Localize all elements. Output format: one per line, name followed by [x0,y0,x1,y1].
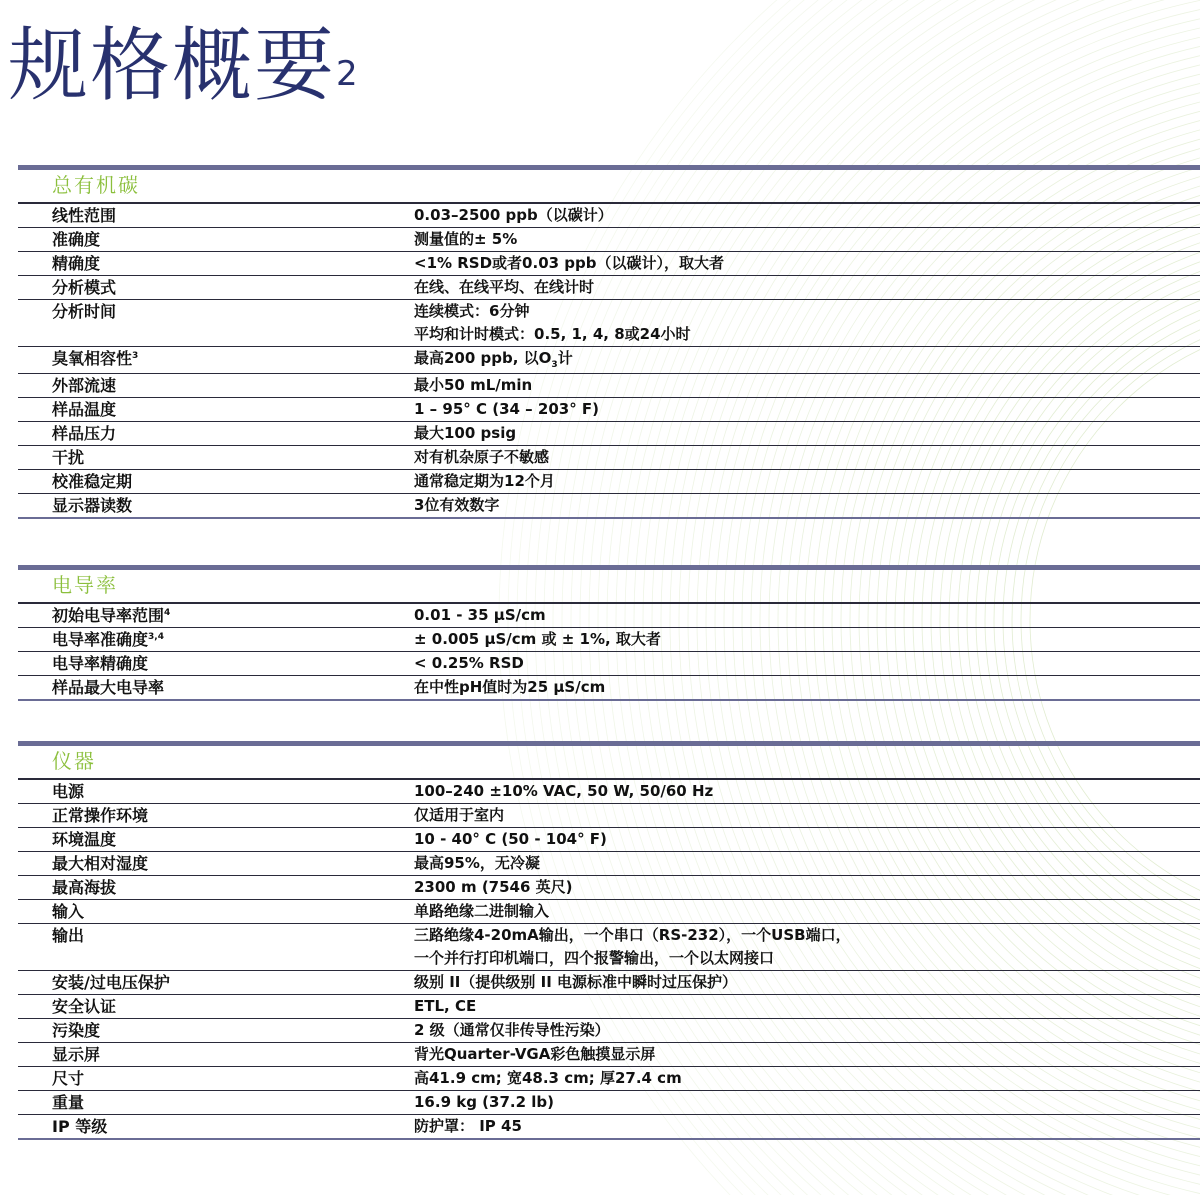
spec-row [18,924,1200,971]
spec-label [18,924,414,970]
spec-value-line: 通常稳定期为12个月 [414,472,555,490]
spec-label [18,1067,414,1090]
spec-label [18,804,414,827]
spec-label-text: 最高海拔 [52,878,117,897]
spec-rows-conductivity [18,604,1200,699]
spec-label-text: 尺寸 [52,1069,85,1088]
spec-label [18,604,414,627]
spec-value-line: 最高95%，无冷凝 [414,854,540,872]
spec-label [18,828,414,851]
page-title-footnote: 2 [336,54,358,94]
spec-row [18,422,1200,446]
spec-value [414,1091,1200,1114]
spec-value-line: <1% RSD或者0.03 ppb（以碳计），取大者 [414,254,725,272]
spec-label [18,446,414,469]
spec-label [18,204,414,227]
spec-value-line: 在中性pH值时为25 µS/cm [414,678,606,696]
spec-label [18,1043,414,1066]
spec-label [18,422,414,445]
spec-value-line: 100–240 ±10% VAC, 50 W, 50/60 Hz [414,782,714,800]
spec-row [18,604,1200,628]
footnote-marker: 4 [164,608,171,618]
footnote-marker: 3,4 [148,632,164,642]
spec-row [18,446,1200,470]
spec-row [18,300,1200,347]
spec-row [18,1067,1200,1091]
spec-label-text: 精确度 [52,254,101,273]
spec-label-text: 样品压力 [52,424,117,443]
spec-row [18,1043,1200,1067]
spec-value [414,652,1200,675]
spec-value [414,924,1200,970]
spec-value-line: 高41.9 cm; 宽48.3 cm; 厚27.4 cm [414,1069,682,1087]
spec-value-line: 1 – 95° C (34 – 203° F) [414,400,600,418]
spec-value-line: 级别 II（提供级别 II 电源标准中瞬时过压保护） [414,973,737,991]
spec-value [414,252,1200,275]
spec-value-line: ± 0.005 µS/cm 或 ± 1%, 取大者 [414,630,661,648]
spec-value [414,446,1200,469]
spec-row [18,347,1200,374]
spec-value [414,604,1200,627]
page-title-text: 规格概要 [8,19,336,112]
spec-row [18,628,1200,652]
spec-label-text: 准确度 [52,230,101,249]
spec-value-line: 最高200 ppb, 以$O_3$计 [414,349,573,370]
spec-label [18,398,414,421]
spec-value-line: 在线、在线平均、在线计时 [414,278,595,296]
spec-label-text: 显示屏 [52,1045,101,1064]
spec-value [414,276,1200,299]
spec-value-line: 最小50 mL/min [414,376,533,394]
spec-value-line: 16.9 kg (37.2 lb) [414,1093,554,1111]
spec-value [414,876,1200,899]
spec-label-text: 重量 [52,1093,85,1112]
section-title-conductivity: 电导率 [18,570,1200,604]
spec-label-text: 输出 [52,926,85,945]
spec-label-text: 外部流速 [52,376,117,395]
spec-label [18,995,414,1018]
spec-label-text: 正常操作环境 [52,806,149,825]
spec-value [414,995,1200,1018]
spec-row [18,494,1200,517]
spec-label [18,971,414,994]
spec-label-text: 安装/过电压保护 [52,973,170,992]
spec-value-line: 单路绝缘二进制输入 [414,902,550,920]
spec-label-text: 输入 [52,902,85,921]
spec-label-text: 分析模式 [52,278,117,297]
spec-row [18,900,1200,924]
spec-label [18,676,414,699]
spec-value [414,780,1200,803]
spec-value [414,676,1200,699]
spec-label-text: 分析时间 [52,302,117,321]
spec-row [18,804,1200,828]
spec-value [414,1019,1200,1042]
spec-label [18,1091,414,1114]
spec-row [18,398,1200,422]
spec-value-line: 测量值的± 5% [414,230,518,248]
spec-value-line: 3位有效数字 [414,496,500,514]
spec-value-line: 0.01 - 35 µS/cm [414,606,546,624]
spec-row [18,876,1200,900]
spec-value-line: 仅适用于室内 [414,806,505,824]
spec-value [414,494,1200,517]
spec-value-line: 背光Quarter-VGA彩色触摸显示屏 [414,1045,656,1063]
spec-value-line: 2300 m (7546 英尺) [414,878,573,896]
spec-label [18,470,414,493]
spec-value-line: 0.03–2500 ppb（以碳计） [414,206,613,224]
spec-value [414,628,1200,651]
spec-label-text: 环境温度 [52,830,117,849]
spec-label [18,300,414,346]
spec-value [414,900,1200,923]
spec-value [414,1067,1200,1090]
spec-value [414,422,1200,445]
spec-label-text: 最大相对湿度 [52,854,149,873]
spec-value-line: ETL, CE [414,997,477,1015]
spec-rows-toc [18,204,1200,517]
section-instrument [18,741,1200,1140]
spec-label-text: 污染度 [52,1021,101,1040]
spec-label-text: 样品温度 [52,400,117,419]
spec-row [18,1091,1200,1115]
spec-value [414,470,1200,493]
section-title-toc: 总有机碳 [18,170,1200,204]
spec-value-line: 2 级（通常仅非传导性污染） [414,1021,610,1039]
spec-label [18,1019,414,1042]
spec-value [414,228,1200,251]
spec-row [18,828,1200,852]
spec-label-text: 电导率精确度 [52,654,149,673]
spec-label [18,374,414,397]
section-title-instrument: 仪器 [18,746,1200,780]
spec-row [18,374,1200,398]
spec-label [18,494,414,517]
spec-value-line: 防护罩： IP 45 [414,1117,522,1135]
spec-value-line: 对有机杂原子不敏感 [414,448,550,466]
footnote-marker: 3 [132,351,139,361]
spec-row [18,276,1200,300]
spec-label [18,628,414,651]
spec-row [18,852,1200,876]
spec-value-line: 10 - 40° C (50 - 104° F) [414,830,607,848]
spec-value-line: 三路绝缘4-20mA输出，一个串口（RS-232），一个USB端口， [414,926,851,944]
spec-value [414,828,1200,851]
spec-row [18,1115,1200,1138]
spec-label-text: 样品最大电导率 [52,678,165,697]
subscript-3: 3 [551,360,558,370]
spec-label-text: 臭氧相容性 [52,349,133,368]
spec-label [18,228,414,251]
spec-row [18,1019,1200,1043]
spec-value-line: 一个并行打印机端口，四个报警输出，一个以太网接口 [414,949,775,967]
spec-label [18,852,414,875]
section-toc [18,165,1200,519]
spec-value [414,398,1200,421]
spec-label-text: 校准稳定期 [52,472,133,491]
spec-value [414,374,1200,397]
spec-label [18,652,414,675]
spec-value-line: 平均和计时模式：0.5, 1, 4, 8或24小时 [414,325,691,343]
spec-value [414,1115,1200,1138]
spec-row [18,470,1200,494]
spec-rows-instrument [18,780,1200,1138]
spec-value-line: 最大100 psig [414,424,517,442]
spec-value [414,971,1200,994]
spec-row [18,780,1200,804]
spec-label-text: 线性范围 [52,206,117,225]
spec-row [18,676,1200,699]
spec-label [18,347,414,373]
spec-value [414,300,1200,346]
spec-value [414,1043,1200,1066]
spec-label-text: IP 等级 [52,1117,108,1136]
spec-label [18,252,414,275]
spec-label [18,1115,414,1138]
spec-row [18,228,1200,252]
spec-label [18,276,414,299]
spec-value [414,852,1200,875]
spec-row [18,204,1200,228]
spec-label-text: 显示器读数 [52,496,133,515]
page-title [8,18,358,114]
spec-label-text: 初始电导率范围 [52,606,165,625]
spec-value [414,347,1200,373]
spec-value [414,204,1200,227]
spec-label [18,876,414,899]
spec-row [18,971,1200,995]
spec-label [18,780,414,803]
section-conductivity [18,565,1200,701]
spec-label-text: 电导率准确度 [52,630,149,649]
spec-label-text: 干扰 [52,448,85,467]
spec-row [18,995,1200,1019]
spec-label [18,900,414,923]
spec-value [414,804,1200,827]
spec-label-text: 电源 [52,782,85,801]
spec-row [18,652,1200,676]
spec-value-line: < 0.25% RSD [414,654,524,672]
spec-row [18,252,1200,276]
spec-label-text: 安全认证 [52,997,117,1016]
spec-value-line: 连续模式：6分钟 [414,302,530,320]
